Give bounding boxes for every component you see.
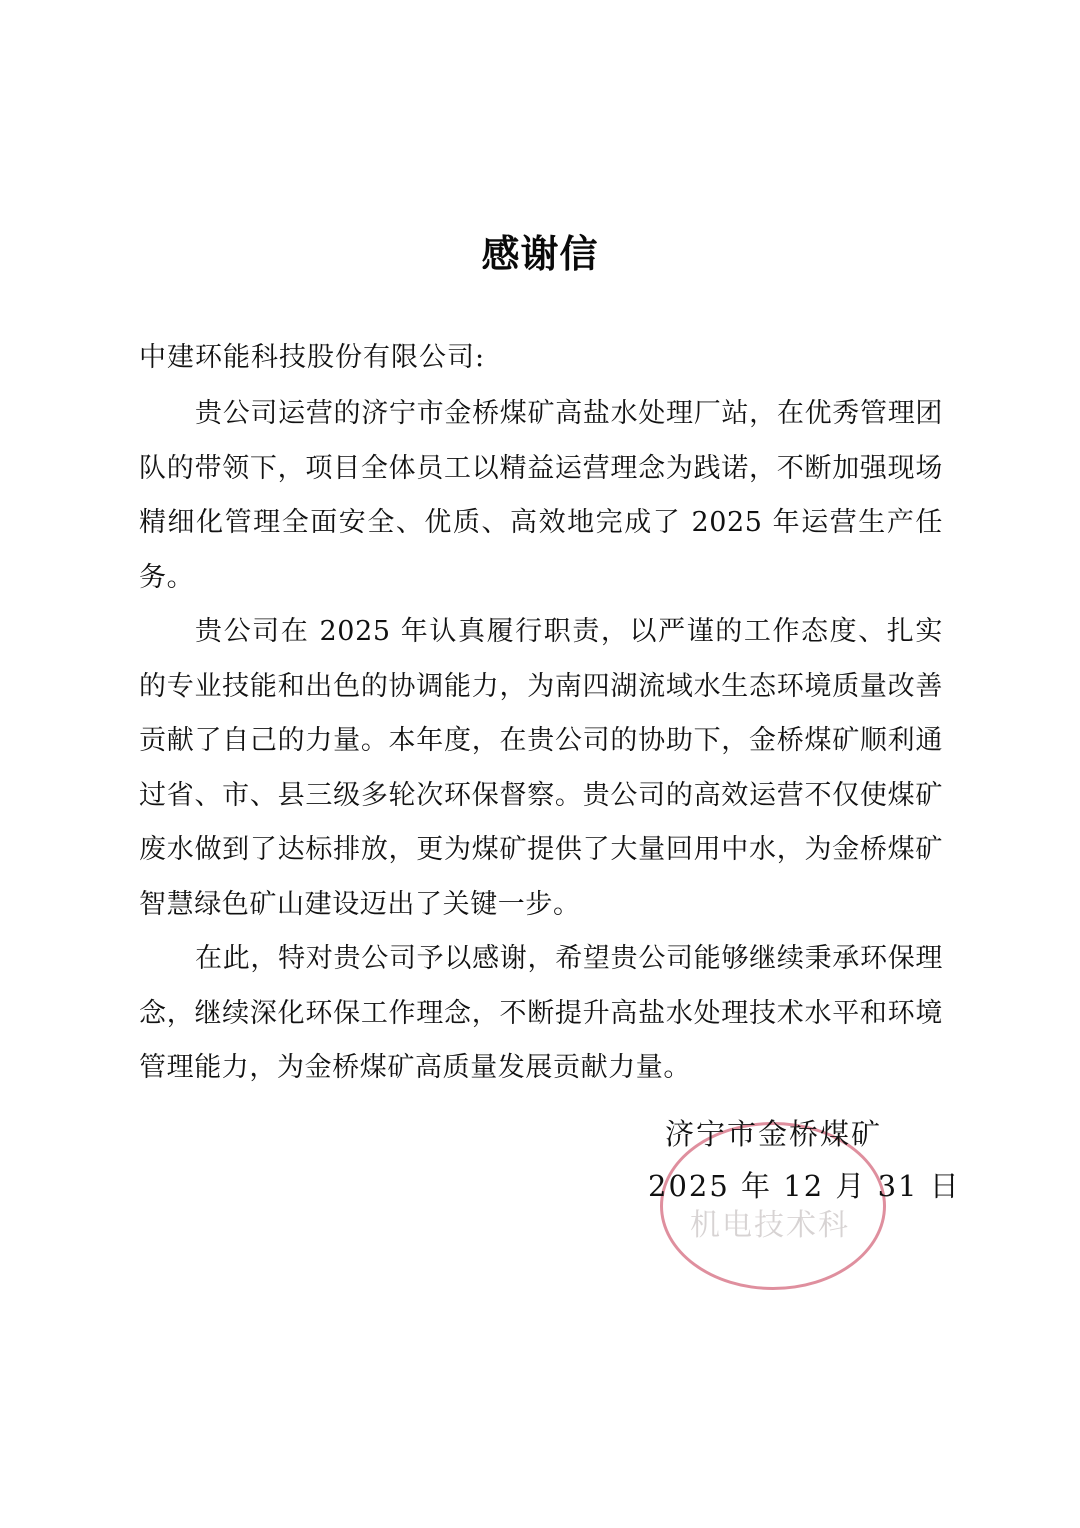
paragraph-1: 贵公司运营的济宁市金桥煤矿高盐水处理厂站，在优秀管理团队的带领下，项目全体员工以精益运营理念为践诺，不断加强现场精细化管理全面安全、优质、高效地完成了 2025 年运营生产任务。 (139, 398, 943, 593)
salutation: 中建环能科技股份有限公司: (139, 342, 486, 373)
seal-text: 机电技术科 (690, 1208, 850, 1243)
letter-body (139, 387, 943, 1096)
document-title: 感谢信 (481, 232, 599, 276)
paragraph-2: 贵公司在 2025 年认真履行职责，以严谨的工作态度、扎实的专业技能和出色的协调能力，为南四湖流域水生态环境质量改善贡献了自己的力量。本年度，在贵公司的协助下，金桥煤矿顺利通过省、市、县三级多轮次环保督察。贵公司的高效运营不仅使煤矿废水做到了达标排放，更为煤矿提供了大量回用中水，为金桥煤矿智慧绿色矿山建设迈出了关键一步。 (139, 616, 943, 920)
signature-organization: 济宁市金桥煤矿 (665, 1117, 883, 1151)
signature-date: 2025 年 12 月 31 日 (648, 1169, 961, 1203)
paragraph-3: 在此，特对贵公司予以感谢，希望贵公司能够继续秉承环保理念，继续深化环保工作理念，不断提升高盐水处理技术水平和环境管理能力，为金桥煤矿高质量发展贡献力量。 (139, 943, 943, 1083)
